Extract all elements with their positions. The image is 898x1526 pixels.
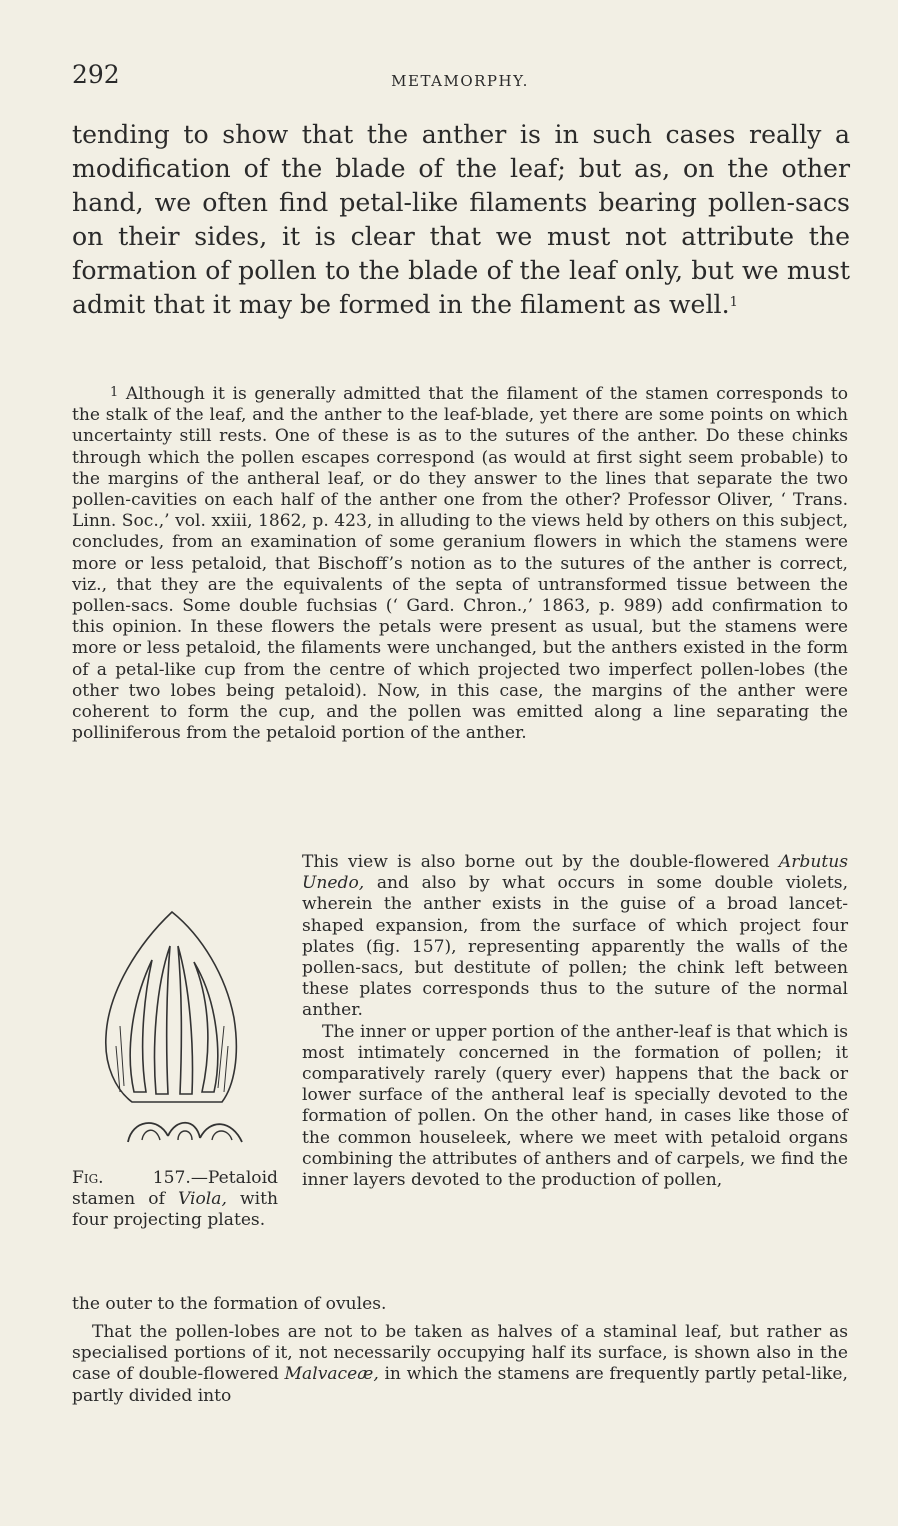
side-paragraph-2-text: The inner or upper portion of the anther-leaf is that which is most intimately concerned in the formation of pollen; it comparatively rarely (query ever) happens that the back or lower surface of the antheral leaf is specially devoted to the formation of pollen. On the other hand, in cases like those of the common houseleek, where we meet with petaloid organs combining the attributes of anthers and of carpels, we find the inner layers devoted to the production of pollen,: [302, 1021, 848, 1191]
main-paragraph-text: tending to show that the anther is in such cases really a modification of the blade of the leaf; but as, on the other hand, we often find petal-like filaments bearing pollen-sacs on their sides, it is clear that we must not attribute the formation of pollen to the blade of the leaf only, but we must admit that it may be formed in the filament as well.: [72, 120, 850, 319]
side-paragraph-1: [302, 852, 848, 1022]
side-text-part-2: and also by what occurs in some double violets, wherein the anther exists in the guise of a broad lancet-shaped expansion, from the surface of which project four plates (fig. 157), representing apparently the walls of the pollen-sacs, but destitute of pollen; the chink left between these plates corresponds thus to the suture of the normal anther.: [302, 873, 849, 1021]
page-header: [72, 60, 848, 96]
footnote-text: Although it is generally admitted that the filament of the stamen corresponds to the stalk of the leaf, and the anther to the leaf-blade, yet there are some points on which uncertainty still rests. One of these is as to the sutures of the anther. Do these chinks through which the pollen escapes correspond (as would at first sight seem probable) to the margins of the antheral leaf, or do they answer to the lines that separate the two pollen-cavities on each half of the anther one from the other? Professor Oliver, ‘ Trans. Linn. Soc.,’ vol. xxiii, 1862, p. 423, in alluding to the views held by others on this subject, concludes, from an examination of some geranium flowers in which the stamens were more or less petaloid, that Bischoff’s notion as to the sutures of the anther is correct, viz., that they are the equivalents of the septa of untransformed tissue between the pollen-sacs. Some double fuchsias (‘ Gard. Chron.,’ 1863, p. 989) add confirmation to this opinion. In these flowers the petals were present as usual, but the stamens were more or less petaloid, the filaments were unchanged, but the anthers existed in the form of a petal-like cup from the centre of which projected two imperfect pollen-lobes (the other two lobes being petaloid). Now, in this case, the margins of the anther were coherent to form the cup, and the pollen was emitted along a line separating the polliniferous from the petaloid portion of the anther.: [72, 384, 848, 744]
final-paragraph-part-2: in which the stamens are frequently partly petal-like, partly divided into: [72, 1364, 848, 1406]
footnote-marker: 1: [110, 385, 119, 400]
final-paragraph: [72, 1322, 848, 1407]
caption-text-2: with four projecting plates.: [72, 1189, 278, 1231]
side-text-italic: Arbutus Unedo,: [302, 852, 848, 894]
side-text-part-1: This view is also borne out by the double-flowered: [302, 852, 770, 872]
footnote-reference: 1: [729, 295, 738, 310]
caption-italic: Viola,: [178, 1189, 227, 1210]
side-text: [302, 852, 848, 1191]
side-paragraph-2: [302, 1022, 848, 1192]
figure-157: [72, 906, 294, 1266]
petaloid-stamen-illustration: [72, 906, 294, 1156]
figure-caption: [72, 1168, 278, 1232]
running-head: METAMORPHY.: [391, 72, 529, 90]
continuation-line: the outer to the formation of ovules.: [72, 1294, 387, 1314]
caption-text-1: —Petaloid stamen of: [72, 1168, 278, 1210]
figure-label: Fig. 157.: [72, 1168, 191, 1188]
page-number: 292: [72, 60, 120, 89]
final-paragraph-part-1: That the pollen-lobes are not to be taken as halves of a staminal leaf, but rather as specialised portions of it, not necessarily occupying half its surface, is shown also in the case of double-flowered: [72, 1322, 848, 1385]
footnote: [72, 384, 848, 744]
final-paragraph-italic: Malvaceæ,: [284, 1364, 379, 1385]
main-paragraph: [72, 118, 850, 322]
